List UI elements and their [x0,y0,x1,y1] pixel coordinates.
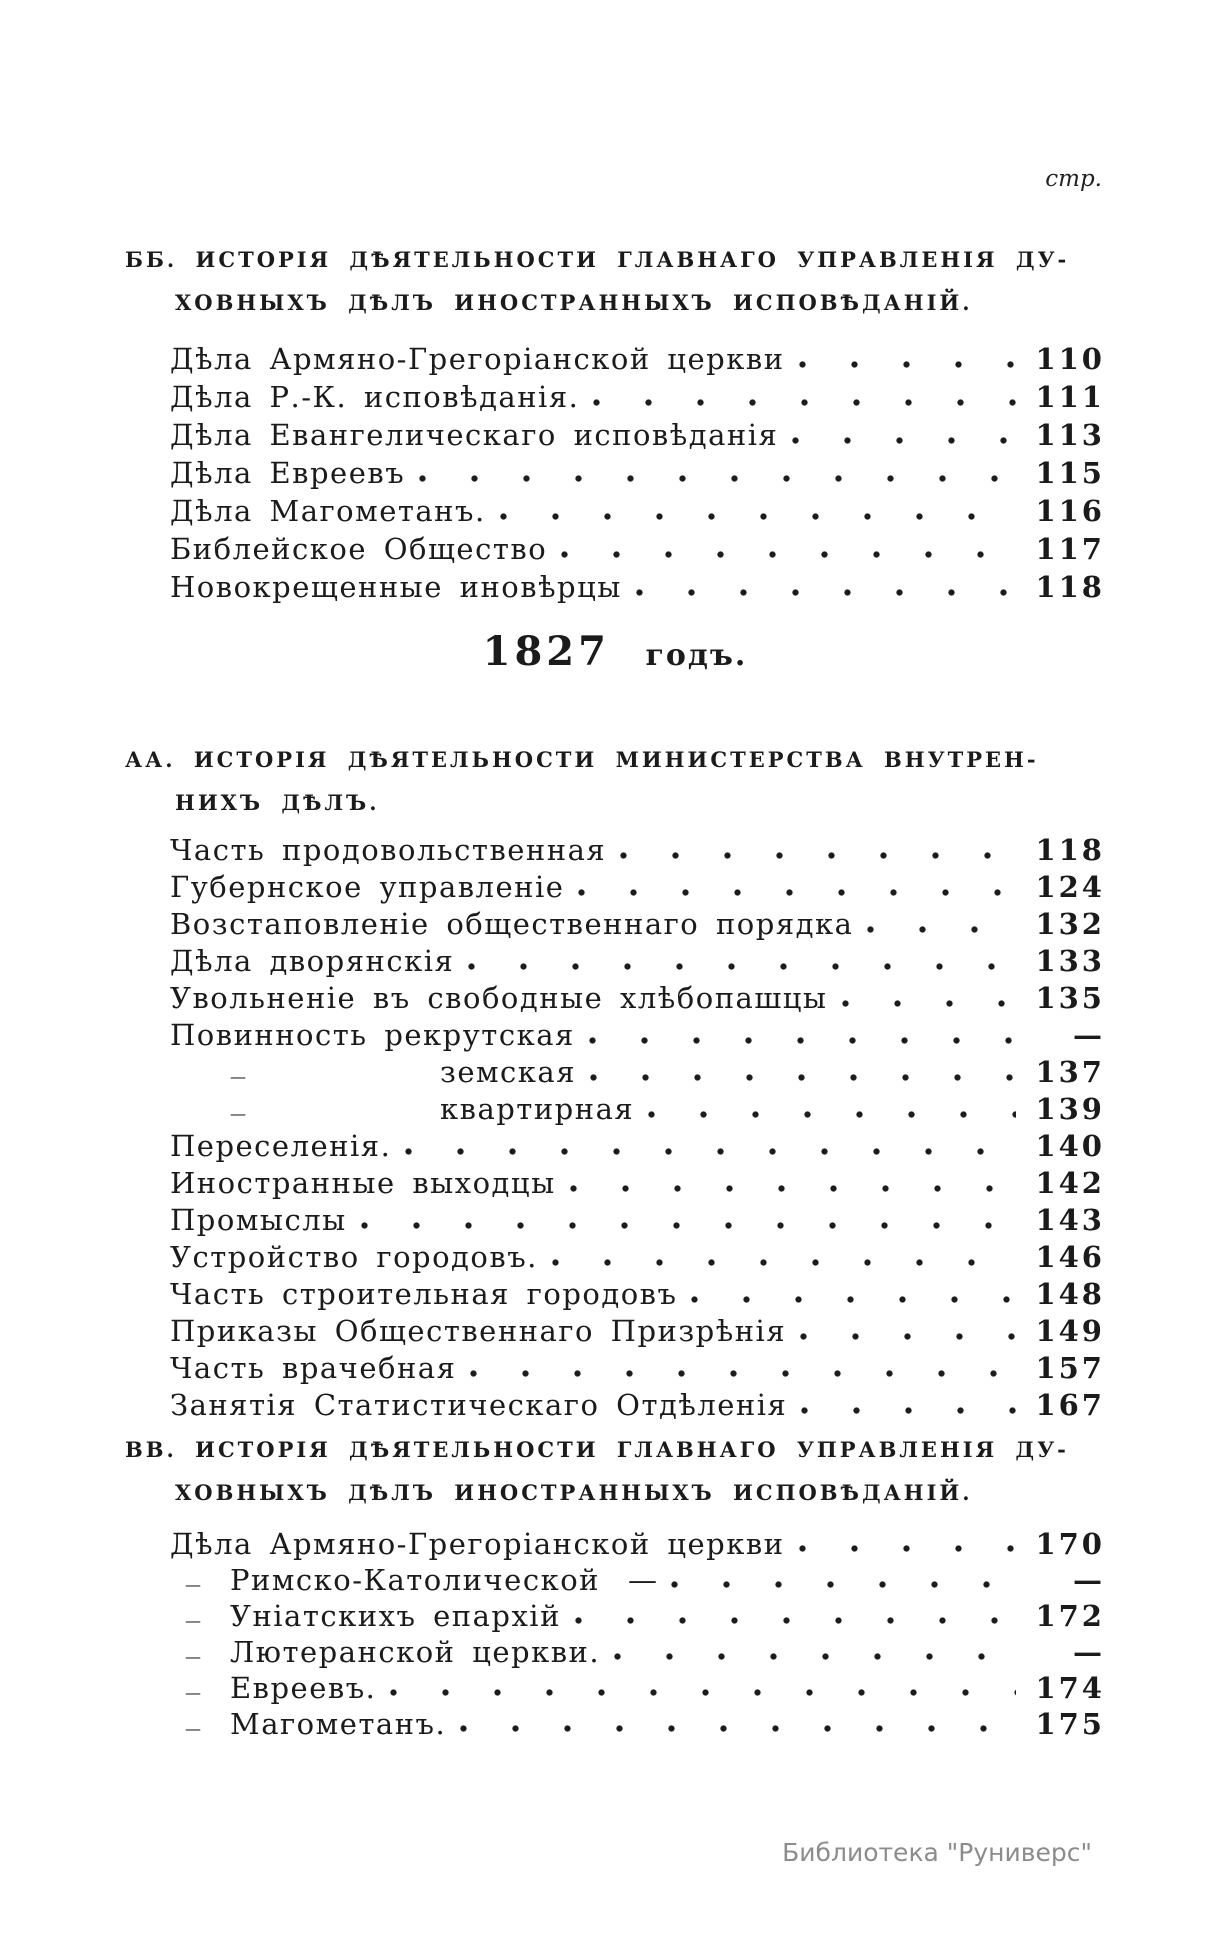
dot-leader [828,980,1020,1017]
toc-entry-page-number: 110 [1035,342,1105,376]
dot-leader [575,1017,1020,1054]
toc-entry-label: Дѣла Армяно-Грегоріанской церкви [170,1527,785,1561]
dot-leader [657,1562,1020,1598]
dot-leader [564,869,1020,906]
toc-entry [125,1598,1105,1634]
toc-entry [125,340,1105,378]
toc-entry [125,568,1105,606]
toc-entry-page-number: 115 [1035,456,1105,490]
toc-entry [125,454,1105,492]
toc-list-foreign-confessions-1827 [125,1526,1105,1742]
ditto-dash: — [185,1611,201,1630]
dot-leader [785,1526,1020,1562]
toc-entry [125,1276,1105,1313]
toc-entry [125,943,1105,980]
toc-entry [125,1387,1105,1424]
toc-entry-label: Уніатскихъ епархій [230,1599,561,1633]
year-word: годъ. [645,638,748,673]
dot-leader [556,1165,1020,1202]
toc-entry [125,1706,1105,1742]
dot-leader [547,530,1020,568]
toc-entry-page-number: 133 [1035,944,1105,978]
toc-entry-page-number: 149 [1035,1314,1105,1348]
dot-leader [787,1387,1020,1424]
dot-leader [579,378,1020,416]
toc-entry-page-number: 118 [1035,570,1105,604]
toc-entry-label: Лютеранской церкви. [230,1635,601,1669]
toc-entry-label: Новокрещенные иновѣрцы [170,570,622,604]
toc-entry [125,832,1105,869]
toc-entry-label: Часть строительная городовъ [170,1277,678,1311]
toc-entry-label: Римско-Католической [230,1563,601,1597]
toc-entry [125,1054,1105,1091]
toc-entry-label: Переселенія. [170,1129,392,1163]
year-number: 1827 [482,628,610,675]
toc-entry-page-number: 124 [1035,870,1105,904]
toc-entry-label: Возстаповленіе общественнаго порядка [170,907,854,941]
ditto-dash-trailing: — [628,1563,658,1597]
section-heading-line1: ББ. ИСТОРІЯ ДѢЯТЕЛЬНОСТИ ГЛАВНАГО УПРАВЛЕНІЯ ДУ- [125,247,1070,272]
toc-entry-label: Дѣла Р.-К. исповѣданія. [170,380,580,414]
ditto-dash: — [230,1067,246,1086]
toc-entry-page-number: 142 [1035,1166,1105,1200]
toc-entry-label: Дѣла Евреевъ [170,456,406,490]
toc-entry [125,1670,1105,1706]
section-heading [125,238,1105,324]
toc-entry-label: Дѣла Магометанъ. [170,494,486,528]
toc-entry-page-number: 113 [1035,418,1105,452]
toc-entry [125,1165,1105,1202]
toc-entry [125,1017,1105,1054]
dot-leader [538,1239,1020,1276]
dot-leader [600,1634,1020,1670]
toc-entry [125,416,1105,454]
toc-entry-page-number: 170 [1035,1527,1105,1561]
toc-entry-label: квартирная [440,1092,635,1126]
toc-entry-label: Увольненіе въ свободные хлѣбопашцы [170,981,828,1015]
toc-entry [125,378,1105,416]
section-heading-line2: ХОВНЫХЪ ДѢЛЪ ИНОСТРАННЫХЪ ИСПОВѢДАНІЙ. [175,290,973,315]
toc-entry-label: Евреевъ. [230,1671,377,1705]
toc-entry-label: Промыслы [170,1203,347,1237]
toc-entry-page-number: 148 [1035,1277,1105,1311]
dot-leader [785,340,1020,378]
dot-leader [606,832,1020,869]
toc-entry [125,1091,1105,1128]
toc-entry-page-number: 143 [1035,1203,1105,1237]
toc-entry-page-number: 167 [1035,1388,1105,1422]
section-heading [125,738,1105,824]
toc-entry-page-number: 118 [1035,833,1105,867]
toc-entry-page-number: 175 [1035,1707,1105,1741]
toc-entry-page-number: 132 [1035,907,1105,941]
section-aa-1827 [125,738,1105,1424]
dot-leader [376,1670,1020,1706]
toc-entry-page-number: 157 [1035,1351,1105,1385]
dot-leader [786,1313,1020,1350]
ditto-dash: — [185,1683,201,1702]
toc-entry [125,1202,1105,1239]
toc-entry-page-number: 140 [1035,1129,1105,1163]
section-heading-line2: ХОВНЫХЪ ДѢЛЪ ИНОСТРАННЫХЪ ИСПОВѢДАНІЙ. [175,1480,973,1505]
toc-entry [125,1562,1105,1598]
dot-leader [456,1350,1020,1387]
toc-entry-label: Занятія Статистическаго Отдѣленія [170,1388,788,1422]
dot-leader [454,943,1020,980]
dot-leader [778,416,1020,454]
toc-entry-label: Дѣла Армяно-Грегоріанской церкви [170,342,785,376]
toc-entry [125,906,1105,943]
runivers-library-watermark: Библиотека "Руниверс" [782,1838,1092,1867]
toc-entry [125,1128,1105,1165]
toc-entry-label: Губернское управленіе [170,870,565,904]
toc-entry-label: Дѣла дворянскія [170,944,455,978]
dot-leader [391,1128,1020,1165]
ditto-dash: — [185,1719,201,1738]
toc-entry-page-number: 172 [1035,1599,1105,1633]
dot-leader [561,1598,1020,1634]
toc-entry-label: Повинность рекрутская [170,1018,575,1052]
toc-entry-page-number: 146 [1035,1240,1105,1274]
toc-entry-label: Приказы Общественнаго Призрѣнія [170,1314,787,1348]
toc-list-foreign-confessions-1826 [125,340,1105,606]
toc-entry [125,1239,1105,1276]
section-vv-1827 [125,1428,1105,1742]
year-heading-1827 [125,628,1105,680]
dot-leader [576,1054,1020,1091]
toc-entry-page-number: — [1073,1563,1105,1597]
dot-leader [347,1202,1020,1239]
toc-entry-label: Часть врачебная [170,1351,457,1385]
toc-entry-page-number: 117 [1035,532,1105,566]
section-heading-line2: НИХЪ ДѢЛЪ. [175,790,380,815]
toc-entry-page-number: — [1073,1635,1105,1669]
dot-leader [677,1276,1020,1313]
section-heading-line1: АА. ИСТОРІЯ ДѢЯТЕЛЬНОСТИ МИНИСТЕРСТВА ВНУТРЕН- [125,747,1039,772]
toc-entry-page-number: 116 [1035,494,1105,528]
dot-leader [634,1091,1020,1128]
toc-entry-label: Дѣла Евангелическаго исповѣданія [170,418,779,452]
toc-entry-page-number: — [1073,1018,1105,1052]
toc-entry-label: Библейское Общество [170,532,548,566]
toc-entry-page-number: 135 [1035,981,1105,1015]
dot-leader [622,568,1020,606]
toc-entry-label: Часть продовольственная [170,833,607,867]
dot-leader [405,454,1020,492]
dot-leader [853,906,1020,943]
toc-entry-label: Устройство городовъ. [170,1240,538,1274]
toc-entry [125,530,1105,568]
toc-entry [125,1350,1105,1387]
ditto-dash: — [185,1647,201,1666]
toc-entry-page-number: 111 [1035,380,1105,414]
toc-entry-page-number: 139 [1035,1092,1105,1126]
dot-leader [446,1706,1020,1742]
toc-entry-page-number: 137 [1035,1055,1105,1089]
toc-entry-label: Иностранные выходцы [170,1166,556,1200]
toc-entry [125,980,1105,1017]
dot-leader [486,492,1020,530]
toc-entry [125,1526,1105,1562]
toc-entry [125,869,1105,906]
toc-list-interior-ministry-1827 [125,832,1105,1424]
toc-entry-label: Магометанъ. [230,1707,447,1741]
toc-entry [125,1313,1105,1350]
section-heading [125,1428,1105,1514]
toc-entry [125,1634,1105,1670]
toc-entry [125,492,1105,530]
section-heading-line1: ВВ. ИСТОРІЯ ДѢЯТЕЛЬНОСТИ ГЛАВНАГО УПРАВЛЕНІЯ ДУ- [125,1437,1069,1462]
toc-entry-page-number: 174 [1035,1671,1105,1705]
page-column-header: стр. [1045,166,1102,192]
ditto-dash: — [230,1104,246,1123]
section-bb-1826 [125,238,1105,606]
ditto-dash: — [185,1575,201,1594]
toc-entry-label: земская [440,1055,576,1089]
